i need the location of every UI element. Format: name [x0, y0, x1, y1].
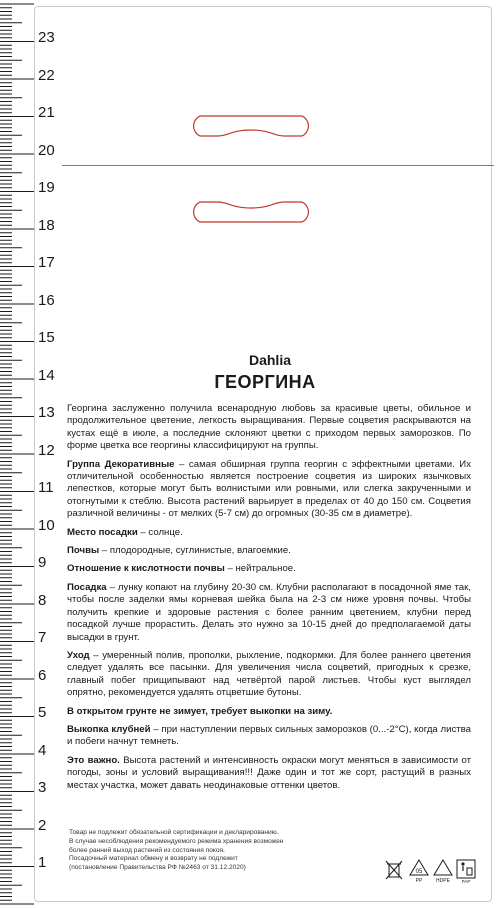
- soil-paragraph: [67, 545, 471, 557]
- ruler-number: 19: [38, 179, 55, 196]
- footer-line: (постановление Правительства РФ №2463 от 31.12.2020): [69, 864, 246, 872]
- group-label: Группа Декоративные: [67, 458, 175, 470]
- ruler-number: 1: [38, 854, 47, 871]
- packaging-marks: [384, 858, 478, 888]
- fold-guide-line: [62, 165, 494, 166]
- intro-paragraph: Георгина заслуженно получила всенародную любовь за красивые цветы, обильное и продолжительное цветение, легкость выращивания. Первые соцветия раскрываются на кустах ещё в июле, а последние склоняют цветки с приходом первых заморозков. По форме цветка все георгины классифицируют на группы.: [67, 403, 471, 452]
- recycle-code: 05: [415, 869, 423, 875]
- place-text: – солнце.: [137, 526, 183, 538]
- acidity-text: – нейтральное.: [224, 563, 296, 575]
- ruler-number: 9: [38, 554, 47, 571]
- digging-paragraph: [67, 724, 471, 749]
- footer-line: Посадочный материал обмену и возврату не подлежит: [69, 855, 238, 863]
- planting-label: Посадка: [67, 581, 107, 593]
- footer-line: Товар не подлежит обязательной сертификации и декларированию.: [69, 829, 279, 836]
- ruler-number: 8: [38, 591, 47, 609]
- ruler-number: 23: [38, 29, 55, 46]
- ruler-number: 4: [38, 741, 47, 759]
- important-paragraph: [67, 755, 471, 792]
- ruler-number: 6: [38, 666, 47, 684]
- ruler-number: 5: [38, 704, 47, 721]
- ruler-number: 12: [38, 441, 55, 459]
- care-paragraph: [67, 650, 471, 700]
- ruler-number: 18: [38, 216, 55, 234]
- latin-name: Dahlia: [248, 352, 291, 368]
- footer-line: В случае несоблюдения рекомендуемого режима хранения возможен: [69, 837, 284, 845]
- ruler-number: 3: [38, 779, 47, 796]
- winter-text: В открытом грунте не зимует, требует выкопки на зиму.: [67, 705, 333, 717]
- ruler-number: 17: [38, 254, 55, 271]
- winter-paragraph: [67, 706, 471, 718]
- ruler-number: 13: [38, 404, 55, 421]
- place-paragraph: [67, 527, 471, 539]
- recycle-pp-icon: [408, 858, 430, 884]
- ruler-number: 14: [38, 366, 55, 384]
- group-paragraph: [67, 459, 471, 521]
- important-text: Высота растений и интенсивность окраски могут меняться в зависимости от погоды, зоны и условий выращивания!!! Даже один и тот же сорт, растущий в разных местах участка, может давать неодинаковые оттенки цветов.: [67, 754, 471, 791]
- group-text: – самая обширная группа георгин с эффектными цветами. Их отличительной особенностью является построение соцветия из широких язычковых лепестков, которые могут быть волнистыми или ровными, или слегка закрученными и отогнутыми к стеблю. Высота растений варьирует в пределах от 40 до 150 см. Соцветия различной величины - от мелких (5-7 см) до огромных (30-35 см в диаметре).: [67, 458, 471, 520]
- acidity-paragraph: [67, 563, 471, 575]
- care-label: Уход: [67, 649, 90, 661]
- digging-text: – при наступлении первых сильных заморозков (0...-2°С), когда листва и побеги начнут темнеть.: [67, 723, 471, 748]
- recycle-label: PP: [415, 878, 423, 884]
- description: [67, 403, 471, 798]
- plant-name: ГЕОРГИНА: [214, 372, 316, 392]
- ruler-number: 20: [38, 141, 55, 159]
- footer-line: более ранний выход растений из состояния покоя.: [69, 846, 225, 854]
- ruler-number: 22: [38, 66, 55, 84]
- ruler-number: 16: [38, 291, 55, 309]
- crossed-bin-icon: [384, 858, 404, 882]
- ruler-number: 15: [38, 329, 55, 346]
- legal-footer: [69, 829, 329, 873]
- important-label: Это важно.: [67, 754, 120, 766]
- ruler-number: 10: [38, 516, 55, 534]
- ruler-number: 7: [38, 629, 47, 646]
- hang-slot-top: [186, 114, 316, 138]
- hang-slot-bottom: [186, 200, 316, 224]
- acidity-label: Отношение к кислотности почвы: [67, 563, 225, 575]
- care-text: – умеренный полив, прополки, рыхление, подкормки. Для более раннего цветения следует удалять все пасынки. Для увеличения числа соцветий, пригодных к срезке, главный побег прищипывают над четвёртой парой листьев. Чтобы куст выглядел опрятно, рекомендуется удалять отцветшие бутоны.: [67, 649, 471, 699]
- pap-label: PAP: [461, 879, 471, 884]
- recycle-hdpe-icon: [432, 858, 454, 884]
- planting-text: – лунку копают на глубину 20-30 см. Клубни располагают в посадочной яме так, чтобы после заделки ямы корневая шейка была на 2-3 см ниже уровня почвы. Чтобы получить крепкие и здоровые растения с более ранним цветением, клубни перед посадкой лучше прорастить. Делать это нужно за 10-15 дней до предполагаемой даты высадки в грунт.: [67, 581, 471, 643]
- ruler-number: 11: [38, 479, 54, 496]
- hdpe-label: HDPE: [436, 878, 450, 884]
- soil-text: – плодородные, суглинистые, влагоемкие.: [99, 545, 291, 557]
- digging-label: Выкопка клубней: [67, 723, 151, 735]
- trash-person-icon: [456, 858, 476, 884]
- ruler-number: 2: [38, 816, 47, 834]
- planting-paragraph: [67, 582, 471, 644]
- ruler-number: 21: [38, 104, 55, 121]
- place-label: Место посадки: [67, 526, 138, 538]
- soil-label: Почвы: [67, 545, 100, 557]
